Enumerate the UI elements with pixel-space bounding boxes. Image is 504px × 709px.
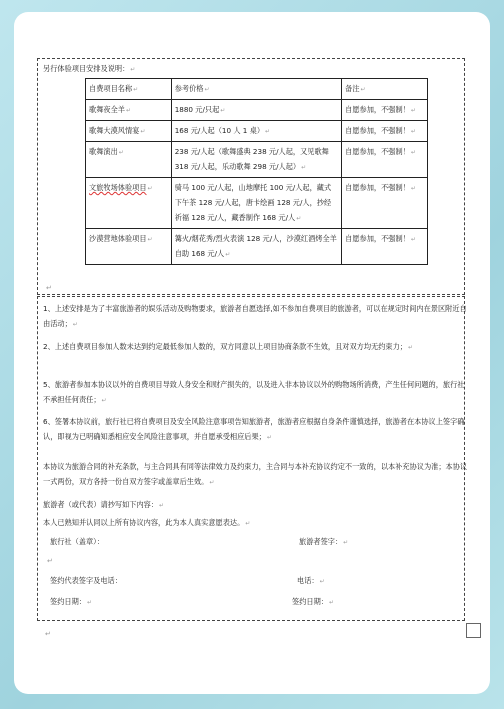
table-row xyxy=(86,142,428,178)
header-cell: 备注↵ xyxy=(342,79,428,100)
item-note: 自愿参加，不强制！↵ xyxy=(342,142,428,178)
paragraph-mark: ↵ xyxy=(46,284,52,292)
supplement-clause: 本协议为旅游合同的补充条款，与主合同具有同等法律效力及约束力，主合同与本补充协议约定不一致的，以本补充协议为准；本协议一式两份，双方各持一份自双方签字或盖章后生效。↵ xyxy=(43,462,468,486)
declaration-text: 本人已熟知并认同以上所有协议内容，此为本人真实意愿表达。↵ xyxy=(43,518,251,527)
item-price: 篝火/烟花秀/烈火表演 128 元/人，沙漠红酒烤全羊自助 168 元/人↵ xyxy=(171,229,341,265)
rep-signature-label: 签约代表签字及电话： xyxy=(50,576,122,585)
table-row xyxy=(86,100,428,121)
table-header-row xyxy=(86,79,428,100)
phone-label: 电话：↵ xyxy=(297,576,325,585)
fees-table xyxy=(85,78,428,265)
item-note: 自愿参加，不强制！↵ xyxy=(342,178,428,229)
item-price: 238 元/人起（歌舞盛典 238 元/人起，又见歌舞 318 元/人起，乐动歌舞 298 元/人起）↵ xyxy=(171,142,341,178)
sign-date-left-label: 签约日期：↵ xyxy=(50,597,92,606)
table-row xyxy=(86,178,428,229)
table-row xyxy=(86,121,428,142)
header-cell: 自费项目名称↵ xyxy=(86,79,172,100)
item-name: 歌舞大漠风情宴↵ xyxy=(86,121,172,142)
item-name: 沙漠营地体验项目↵ xyxy=(86,229,172,265)
item-note: 自愿参加，不强制！↵ xyxy=(342,229,428,265)
item-price: 168 元/人起（10 人 1 桌）↵ xyxy=(171,121,341,142)
page-corner-handle[interactable] xyxy=(466,623,481,638)
paragraph-mark: ↵ xyxy=(45,630,51,638)
item-price: 1880 元/只起↵ xyxy=(171,100,341,121)
agency-seal-label: 旅行社（盖章）： xyxy=(50,537,104,546)
intro-heading: 另行体验项目安排及说明：↵ xyxy=(43,64,136,73)
table-row xyxy=(86,229,428,265)
term-paragraph-2: 2、上述自费项目参加人数未达到约定最低参加人数的，双方同意以上项目协商条款不生效，且对双方均无约束力；↵ xyxy=(43,342,413,351)
copy-instruction: 旅游者（或代表）请抄写如下内容：↵ xyxy=(43,500,165,509)
item-price: 骑马 100 元/人起，山地摩托 100 元/人起，藏式下午茶 128 元/人起，唐卡绘画 128 元/人，抄经祈福 128 元/人，藏香制作 168 元/人↵ xyxy=(171,178,341,229)
item-name: 文旅牧场体验项目↵ xyxy=(86,178,172,229)
item-name: 歌舞夜全羊↵ xyxy=(86,100,172,121)
item-note: 自愿参加，不强制！↵ xyxy=(342,100,428,121)
term-paragraph-1: 1、上述安排是为了丰富旅游者的娱乐活动及购物要求，旅游者自愿选择,如不参加自费项目的旅游者，可以在规定时间内在景区附近自由活动；↵ xyxy=(43,304,467,328)
tourist-signature-label: 旅游者签字：↵ xyxy=(299,537,349,546)
term-paragraph-5: 5、旅游者参加本协议以外的自费项目导致人身安全和财产损失的，以及进入非本协议以外的购物场所消费，产生任何问题的，旅行社不承担任何责任；↵ xyxy=(43,380,465,404)
term-paragraph-6: 6、签署本协议前，旅行社已将自费项目及安全风险注意事项告知旅游者，旅游者应根据自身条件谨慎选择，旅游者在本协议上签字确认，即视为已明确知悉相应安全风险注意事项，并自愿承受相应后果；↵ xyxy=(43,417,465,441)
paragraph-mark: ↵ xyxy=(47,557,53,565)
header-cell: 参考价格↵ xyxy=(171,79,341,100)
item-name: 歌舞演出↵ xyxy=(86,142,172,178)
item-note: 自愿参加，不强制！↵ xyxy=(342,121,428,142)
sign-date-right-label: 签约日期：↵ xyxy=(292,597,334,606)
